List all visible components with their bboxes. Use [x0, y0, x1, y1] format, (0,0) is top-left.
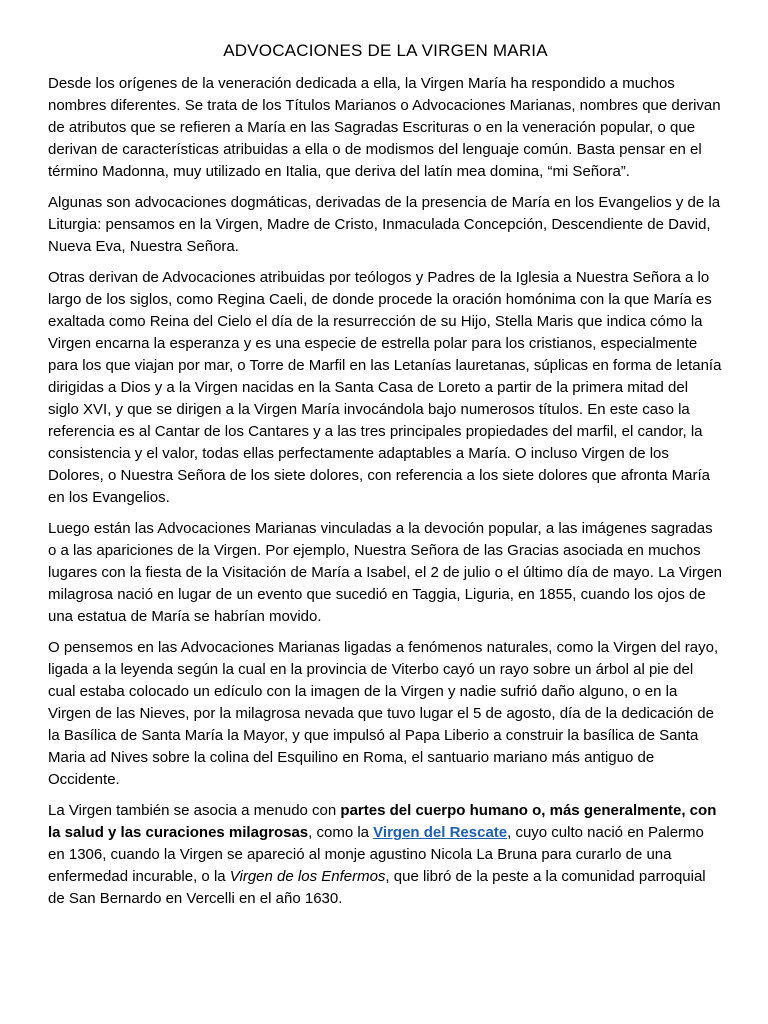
document-title: ADVOCACIONES DE LA VIRGEN MARIA: [223, 41, 548, 60]
paragraph-natural-phenomena: O pensemos en las Advocaciones Marianas ligadas a fenómenos naturales, como la Virgen del rayo, ligada a la leyenda según la cual en la provincia de Viterbo cayó un rayo sobre un árbol al pie del cual estaba colocado un edículo con la imagen de la Virgen y nadie sufrió daño alguno, o en la Virgen de las Nieves, por la milagrosa nevada que tuvo lugar el 5 de agosto, día de la dedicación de la Basílica de Santa María la Mayor, y que impulsó al Papa Liberio a construir la basílica de Santa Maria ad Nives sobre la colina del Esquilino en Roma, el santuario mariano más antiguo de Occidente.: [48, 639, 719, 788]
paragraph-origins: Desde los orígenes de la veneración dedicada a ella, la Virgen María ha respondido a muchos nombres diferentes. Se trata de los Títulos Marianos o Advocaciones Marianas, nombres que derivan de atributos que se refieren a María en las Sagradas Escrituras o en la veneración popular, o que derivan de características atribuidas a ella o de modismos del lenguaje común. Basta pensar en el término Madonna, muy utilizado en Italia, que deriva del latín mea domina, “mi Señora”.: [48, 75, 721, 180]
italic-phrase: Virgen de los Enfermos: [229, 868, 386, 885]
paragraph-theologians: Otras derivan de Advocaciones atribuidas por teólogos y Padres de la Iglesia a Nuestra Señora a lo largo de los siglos, como Regina Caeli, de donde procede la oración homónima con la que María es exaltada como Reina del Cielo el día de la resurrección de su Hijo, Stella Maris que indica cómo la Virgen encarna la esperanza y es una especie de estrella polar para los cristianos, especialmente para los que viajan por mar, o Torre de Marfil en las Letanías lauretanas, súplicas en forma de letanía dirigidas a Dios y a la Virgen nacidas en la Santa Casa de Loreto a partir de la primera mitad del siglo XVI, y que se dirigen a la Virgen María invocándola bajo numerosos títulos. En este caso la referencia es al Cantar de los Cantares y a las tres principales propiedades del marfil, el candor, la consistencia y el valor, todas ellas perfectamente adaptables a María. O incluso Virgen de los Dolores, o Nuestra Señora de los siete dolores, con referencia a los siete dolores que afronta María en los Evangelios.: [48, 269, 722, 506]
paragraph-dogmatic: Algunas son advocaciones dogmáticas, derivadas de la presencia de María en los Evangelios y de la Liturgia: pensamos en la Virgen, Madre de Cristo, Inmaculada Concepción, Descendiente de David, Nueva Eva, Nuestra Señora.: [48, 194, 721, 255]
virgen-del-rescate-link[interactable]: Virgen del Rescate: [373, 824, 508, 841]
paragraph-popular-devotion: Luego están las Advocaciones Marianas vinculadas a la devoción popular, a las imágenes sagradas o a las apariciones de la Virgen. Por ejemplo, Nuestra Señora de las Gracias asociada en muchos lugares con la fiesta de la Visitación de María a Isabel, el 2 de julio o el último día de mayo. La Virgen milagrosa nació en lugar de un evento que sucedió en Taggia, Liguria, en 1855, cuando los ojos de una estatua de María se habrían movido.: [48, 520, 723, 625]
text-segment: La Virgen también se asocia a menudo con: [48, 802, 341, 819]
bold-phrase: partes del cuerpo humano o, más generalmente, con la salud y las curaciones milagrosas: [48, 802, 717, 841]
document-page: [48, 40, 723, 919]
text-segment: , como la: [308, 824, 374, 841]
text-segment: , cuyo culto nació en Palermo en 1306, cuando la Virgen se apareció al monje agustino Nicola La Bruna para curarlo de una enfermedad incurable, o la: [48, 824, 704, 885]
text-segment: , que libró de la peste a la comunidad parroquial de San Bernardo en Vercelli en el año 1630.: [48, 868, 706, 907]
paragraph-health: [48, 800, 723, 910]
